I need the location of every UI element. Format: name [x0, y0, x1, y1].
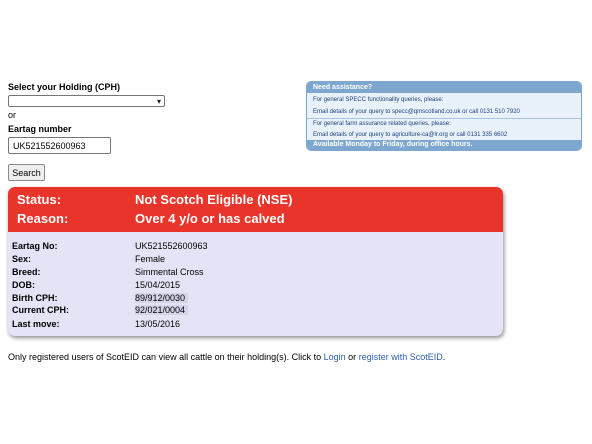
- farm-intro: For general farm assurance related queries, please:: [313, 121, 451, 127]
- dob-value: 15/04/2015: [135, 280, 181, 290]
- eartag-no-label: Eartag No:: [12, 241, 58, 251]
- assistance-title: Need assistance?: [307, 82, 581, 93]
- chevron-down-icon: ▾: [156, 97, 161, 106]
- sex-label: Sex:: [12, 254, 32, 264]
- assistance-divider: [307, 118, 581, 119]
- footer-note: [8, 352, 445, 362]
- or-text: or: [8, 110, 17, 120]
- dob-label: DOB:: [12, 280, 35, 290]
- last-move-value: 13/05/2016: [135, 319, 181, 329]
- holding-select[interactable]: [8, 95, 165, 107]
- status-value: Not Scotch Eligible (NSE): [135, 192, 293, 207]
- breed-value: Simmental Cross: [135, 267, 204, 277]
- breed-label: Breed:: [12, 267, 41, 277]
- assistance-panel: [306, 81, 582, 151]
- holding-label: Select your Holding (CPH): [8, 82, 121, 92]
- current-cph-text: 92/021/0004: [135, 305, 188, 315]
- current-cph-label: Current CPH:: [12, 305, 70, 315]
- sex-value: Female: [135, 254, 166, 264]
- search-button[interactable]: Search: [8, 164, 45, 181]
- birth-cph-label: Birth CPH:: [12, 293, 58, 303]
- status-banner: [8, 187, 503, 232]
- status-label: Status:: [17, 192, 62, 207]
- birth-cph-text: 89/912/0030: [135, 293, 188, 303]
- birth-cph-value: [135, 293, 188, 303]
- footer-text: Only registered users of ScotEID can view all cattle on their holding(s). Click to: [8, 352, 324, 362]
- register-link[interactable]: register with ScotEID: [358, 352, 443, 362]
- assistance-hours: Available Monday to Friday, during office hours.: [307, 140, 581, 150]
- status-card: [8, 187, 503, 336]
- footer-or: or: [345, 352, 359, 362]
- eartag-label: Eartag number: [8, 124, 72, 134]
- eartag-no-value: UK521552600963: [135, 241, 208, 251]
- reason-label: Reason:: [17, 211, 69, 226]
- current-cph-value: [135, 305, 188, 315]
- footer-end: .: [442, 352, 446, 362]
- eartag-input[interactable]: [8, 137, 111, 154]
- farm-contact[interactable]: Email details of your query to agriculture-ca@lr.org or call 0131 335 6602: [313, 132, 508, 138]
- reason-value: Over 4 y/o or has calved: [135, 211, 285, 226]
- specc-contact[interactable]: Email details of your query to specc@qmscotland.co.uk or call 0131 510 7920: [313, 109, 520, 115]
- specc-intro: For general SPECC functionality queries, please:: [313, 97, 444, 103]
- login-link[interactable]: Login: [323, 352, 346, 362]
- last-move-label: Last move:: [12, 319, 60, 329]
